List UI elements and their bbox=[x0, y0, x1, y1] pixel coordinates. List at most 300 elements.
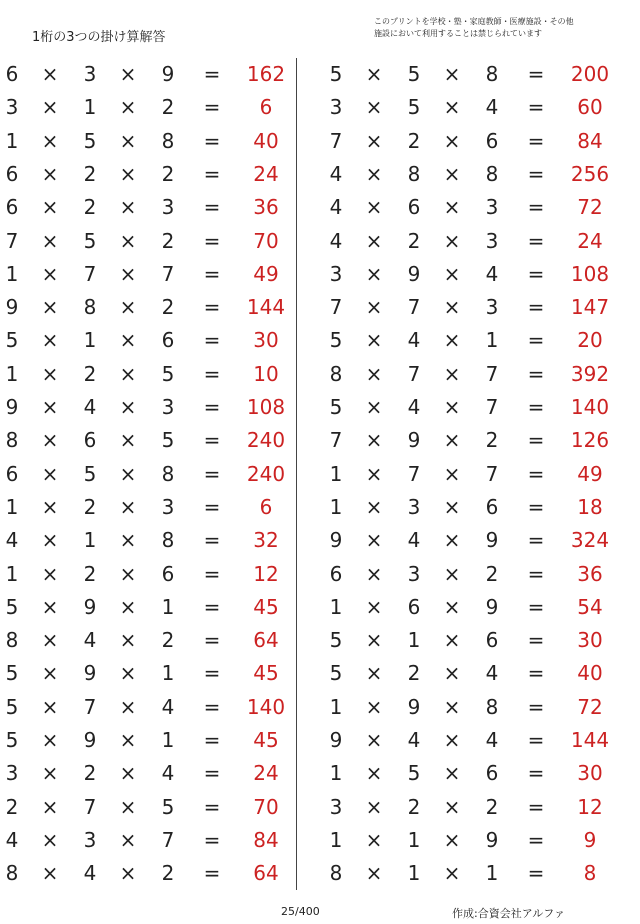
times-sign: × bbox=[41, 395, 59, 419]
problem-row bbox=[0, 857, 300, 890]
factor-c: 8 bbox=[161, 528, 175, 553]
times-sign: × bbox=[443, 95, 461, 120]
factor-a: 4 bbox=[329, 195, 343, 220]
factor-a: 1 bbox=[5, 561, 19, 586]
times-sign: × bbox=[119, 361, 137, 386]
factor-a: 5 bbox=[5, 594, 19, 619]
factor-c: 1 bbox=[485, 861, 499, 886]
factor-b: 5 bbox=[407, 95, 421, 120]
factor-b: 8 bbox=[407, 161, 421, 186]
factor-b: 4 bbox=[407, 528, 421, 553]
factor-a: 5 bbox=[329, 395, 343, 419]
problem-row bbox=[0, 291, 300, 324]
answer: 147 bbox=[570, 295, 610, 320]
times-sign: × bbox=[365, 594, 383, 619]
times-sign: × bbox=[365, 661, 383, 686]
answer: 72 bbox=[577, 694, 603, 719]
equals-sign: = bbox=[203, 861, 221, 886]
factor-c: 9 bbox=[485, 827, 499, 852]
equals-sign: = bbox=[203, 328, 221, 353]
equals-sign: = bbox=[527, 228, 545, 253]
times-sign: × bbox=[119, 561, 137, 586]
problem-row bbox=[324, 558, 624, 591]
equals-sign: = bbox=[527, 694, 545, 719]
problem-row bbox=[324, 125, 624, 158]
times-sign: × bbox=[443, 328, 461, 353]
equals-sign: = bbox=[527, 395, 545, 419]
problem-row bbox=[324, 691, 624, 724]
factor-b: 6 bbox=[407, 594, 421, 619]
times-sign: × bbox=[41, 761, 59, 786]
factor-c: 8 bbox=[485, 694, 499, 719]
factor-b: 9 bbox=[83, 661, 97, 686]
factor-b: 2 bbox=[83, 195, 97, 220]
factor-a: 5 bbox=[5, 661, 19, 686]
factor-a: 9 bbox=[5, 295, 19, 320]
factor-b: 2 bbox=[407, 128, 421, 153]
problem-row bbox=[324, 657, 624, 690]
equals-sign: = bbox=[203, 195, 221, 220]
problem-row bbox=[0, 258, 300, 291]
times-sign: × bbox=[443, 395, 461, 419]
problem-row bbox=[324, 624, 624, 657]
factor-b: 9 bbox=[407, 261, 421, 286]
factor-c: 2 bbox=[161, 628, 175, 653]
answer: 64 bbox=[253, 628, 279, 653]
factor-c: 2 bbox=[485, 561, 499, 586]
times-sign: × bbox=[443, 661, 461, 686]
equals-sign: = bbox=[203, 95, 221, 120]
factor-b: 3 bbox=[407, 561, 421, 586]
times-sign: × bbox=[443, 628, 461, 653]
times-sign: × bbox=[119, 328, 137, 353]
times-sign: × bbox=[443, 728, 461, 752]
equals-sign: = bbox=[527, 428, 545, 453]
problem-row bbox=[0, 391, 300, 424]
problem-row bbox=[324, 424, 624, 457]
times-sign: × bbox=[41, 494, 59, 519]
factor-b: 2 bbox=[407, 661, 421, 686]
times-sign: × bbox=[365, 261, 383, 286]
factor-b: 3 bbox=[407, 494, 421, 519]
usage-notice-line-2: 施設において利用することは禁じられています bbox=[374, 29, 542, 38]
factor-c: 3 bbox=[161, 494, 175, 519]
answer: 72 bbox=[577, 195, 603, 220]
equals-sign: = bbox=[527, 195, 545, 220]
equals-sign: = bbox=[527, 561, 545, 586]
factor-b: 7 bbox=[83, 261, 97, 286]
factor-a: 1 bbox=[329, 827, 343, 852]
times-sign: × bbox=[41, 561, 59, 586]
factor-a: 1 bbox=[5, 128, 19, 153]
factor-b: 4 bbox=[83, 628, 97, 653]
answer: 6 bbox=[259, 95, 273, 120]
answer: 60 bbox=[577, 95, 603, 120]
times-sign: × bbox=[365, 528, 383, 553]
answer: 54 bbox=[577, 594, 603, 619]
answer: 10 bbox=[253, 361, 279, 386]
factor-b: 2 bbox=[83, 761, 97, 786]
factor-a: 3 bbox=[329, 794, 343, 819]
problem-row bbox=[0, 524, 300, 557]
times-sign: × bbox=[119, 261, 137, 286]
factor-a: 6 bbox=[329, 561, 343, 586]
problem-row bbox=[0, 424, 300, 457]
factor-a: 7 bbox=[329, 128, 343, 153]
times-sign: × bbox=[365, 728, 383, 752]
times-sign: × bbox=[365, 694, 383, 719]
answer: 30 bbox=[577, 628, 603, 653]
times-sign: × bbox=[365, 794, 383, 819]
equals-sign: = bbox=[527, 328, 545, 353]
factor-c: 8 bbox=[161, 128, 175, 153]
equals-sign: = bbox=[527, 761, 545, 786]
answer: 256 bbox=[570, 161, 610, 186]
answer: 144 bbox=[570, 728, 610, 752]
times-sign: × bbox=[41, 195, 59, 220]
times-sign: × bbox=[365, 827, 383, 852]
author-credit: 作成:合資会社アルファ bbox=[452, 907, 566, 920]
factor-c: 6 bbox=[485, 628, 499, 653]
answer: 45 bbox=[253, 728, 279, 752]
factor-b: 2 bbox=[407, 228, 421, 253]
usage-notice bbox=[374, 16, 574, 40]
factor-b: 2 bbox=[83, 361, 97, 386]
problem-row bbox=[324, 358, 624, 391]
times-sign: × bbox=[41, 661, 59, 686]
times-sign: × bbox=[119, 728, 137, 752]
factor-b: 1 bbox=[83, 528, 97, 553]
equals-sign: = bbox=[203, 827, 221, 852]
factor-b: 6 bbox=[407, 195, 421, 220]
factor-a: 6 bbox=[5, 62, 19, 86]
problem-row bbox=[324, 258, 624, 291]
factor-a: 1 bbox=[329, 494, 343, 519]
problem-row bbox=[0, 558, 300, 591]
problem-row bbox=[324, 524, 624, 557]
factor-c: 7 bbox=[161, 261, 175, 286]
factor-b: 3 bbox=[83, 62, 97, 86]
factor-c: 1 bbox=[161, 594, 175, 619]
factor-c: 2 bbox=[485, 794, 499, 819]
factor-b: 7 bbox=[407, 295, 421, 320]
answer: 12 bbox=[577, 794, 603, 819]
factor-a: 5 bbox=[5, 328, 19, 353]
times-sign: × bbox=[119, 228, 137, 253]
equals-sign: = bbox=[527, 494, 545, 519]
factor-c: 2 bbox=[161, 95, 175, 120]
equals-sign: = bbox=[203, 728, 221, 752]
times-sign: × bbox=[365, 228, 383, 253]
times-sign: × bbox=[365, 62, 383, 86]
factor-a: 6 bbox=[5, 195, 19, 220]
factor-c: 6 bbox=[485, 761, 499, 786]
answer: 240 bbox=[246, 428, 286, 453]
times-sign: × bbox=[365, 295, 383, 320]
times-sign: × bbox=[119, 195, 137, 220]
factor-c: 5 bbox=[161, 361, 175, 386]
factor-a: 1 bbox=[329, 594, 343, 619]
times-sign: × bbox=[119, 761, 137, 786]
factor-c: 6 bbox=[485, 128, 499, 153]
times-sign: × bbox=[119, 62, 137, 86]
problem-row bbox=[324, 491, 624, 524]
factor-c: 7 bbox=[161, 827, 175, 852]
factor-a: 5 bbox=[329, 62, 343, 86]
problem-row bbox=[324, 91, 624, 124]
times-sign: × bbox=[119, 794, 137, 819]
equals-sign: = bbox=[527, 62, 545, 86]
answer: 24 bbox=[577, 228, 603, 253]
times-sign: × bbox=[365, 195, 383, 220]
factor-c: 4 bbox=[485, 95, 499, 120]
factor-c: 6 bbox=[161, 328, 175, 353]
factor-b: 7 bbox=[83, 694, 97, 719]
answer: 45 bbox=[253, 594, 279, 619]
answer: 20 bbox=[577, 328, 603, 353]
factor-b: 9 bbox=[407, 428, 421, 453]
times-sign: × bbox=[443, 861, 461, 886]
problem-row bbox=[324, 324, 624, 357]
times-sign: × bbox=[41, 95, 59, 120]
factor-b: 4 bbox=[83, 395, 97, 419]
factor-c: 3 bbox=[161, 395, 175, 419]
factor-a: 7 bbox=[329, 295, 343, 320]
problem-row bbox=[324, 757, 624, 790]
answer: 49 bbox=[253, 261, 279, 286]
times-sign: × bbox=[119, 395, 137, 419]
factor-b: 4 bbox=[407, 395, 421, 419]
equals-sign: = bbox=[203, 461, 221, 486]
factor-c: 8 bbox=[161, 461, 175, 486]
factor-c: 9 bbox=[485, 594, 499, 619]
times-sign: × bbox=[41, 261, 59, 286]
factor-a: 1 bbox=[329, 694, 343, 719]
factor-a: 5 bbox=[329, 661, 343, 686]
factor-c: 4 bbox=[485, 728, 499, 752]
factor-a: 1 bbox=[5, 361, 19, 386]
answer: 144 bbox=[246, 295, 286, 320]
times-sign: × bbox=[443, 694, 461, 719]
factor-c: 4 bbox=[161, 694, 175, 719]
times-sign: × bbox=[41, 328, 59, 353]
times-sign: × bbox=[365, 761, 383, 786]
factor-a: 9 bbox=[329, 728, 343, 752]
answer: 108 bbox=[246, 395, 286, 419]
factor-b: 8 bbox=[83, 295, 97, 320]
times-sign: × bbox=[443, 461, 461, 486]
answer: 70 bbox=[253, 794, 279, 819]
times-sign: × bbox=[41, 694, 59, 719]
factor-b: 9 bbox=[83, 728, 97, 752]
problem-row bbox=[0, 724, 300, 757]
equals-sign: = bbox=[527, 861, 545, 886]
times-sign: × bbox=[443, 62, 461, 86]
answer: 18 bbox=[577, 494, 603, 519]
answer: 36 bbox=[577, 561, 603, 586]
times-sign: × bbox=[443, 361, 461, 386]
problem-row bbox=[0, 125, 300, 158]
times-sign: × bbox=[41, 827, 59, 852]
factor-c: 8 bbox=[485, 62, 499, 86]
times-sign: × bbox=[365, 95, 383, 120]
factor-a: 8 bbox=[5, 628, 19, 653]
problem-row bbox=[324, 591, 624, 624]
factor-a: 4 bbox=[329, 161, 343, 186]
factor-b: 4 bbox=[83, 861, 97, 886]
times-sign: × bbox=[119, 694, 137, 719]
factor-a: 1 bbox=[329, 461, 343, 486]
factor-a: 3 bbox=[329, 95, 343, 120]
answer: 140 bbox=[570, 395, 610, 419]
equals-sign: = bbox=[527, 295, 545, 320]
equals-sign: = bbox=[527, 794, 545, 819]
problem-row bbox=[324, 824, 624, 857]
equals-sign: = bbox=[203, 128, 221, 153]
factor-c: 3 bbox=[161, 195, 175, 220]
problem-row bbox=[324, 158, 624, 191]
problem-row bbox=[0, 91, 300, 124]
equals-sign: = bbox=[203, 794, 221, 819]
equals-sign: = bbox=[527, 728, 545, 752]
times-sign: × bbox=[41, 628, 59, 653]
times-sign: × bbox=[443, 261, 461, 286]
times-sign: × bbox=[119, 661, 137, 686]
factor-a: 1 bbox=[329, 761, 343, 786]
factor-b: 2 bbox=[83, 561, 97, 586]
factor-a: 9 bbox=[329, 528, 343, 553]
times-sign: × bbox=[41, 728, 59, 752]
equals-sign: = bbox=[203, 694, 221, 719]
factor-a: 8 bbox=[5, 861, 19, 886]
factor-a: 4 bbox=[5, 528, 19, 553]
equals-sign: = bbox=[203, 428, 221, 453]
factor-c: 3 bbox=[485, 228, 499, 253]
equals-sign: = bbox=[203, 494, 221, 519]
answer: 40 bbox=[577, 661, 603, 686]
equals-sign: = bbox=[527, 161, 545, 186]
factor-b: 7 bbox=[407, 461, 421, 486]
times-sign: × bbox=[119, 494, 137, 519]
equals-sign: = bbox=[527, 661, 545, 686]
times-sign: × bbox=[443, 428, 461, 453]
equals-sign: = bbox=[527, 95, 545, 120]
answer: 30 bbox=[253, 328, 279, 353]
times-sign: × bbox=[365, 628, 383, 653]
factor-b: 1 bbox=[407, 861, 421, 886]
factor-a: 9 bbox=[5, 395, 19, 419]
problem-row bbox=[0, 491, 300, 524]
times-sign: × bbox=[41, 594, 59, 619]
factor-c: 5 bbox=[161, 428, 175, 453]
times-sign: × bbox=[41, 461, 59, 486]
factor-b: 7 bbox=[407, 361, 421, 386]
equals-sign: = bbox=[527, 461, 545, 486]
answer: 32 bbox=[253, 528, 279, 553]
times-sign: × bbox=[119, 161, 137, 186]
factor-b: 1 bbox=[83, 95, 97, 120]
times-sign: × bbox=[365, 561, 383, 586]
answer: 200 bbox=[570, 62, 610, 86]
factor-c: 6 bbox=[161, 561, 175, 586]
times-sign: × bbox=[119, 128, 137, 153]
problem-row bbox=[0, 58, 300, 91]
factor-a: 5 bbox=[5, 728, 19, 752]
factor-b: 5 bbox=[407, 761, 421, 786]
factor-c: 1 bbox=[485, 328, 499, 353]
equals-sign: = bbox=[203, 395, 221, 419]
times-sign: × bbox=[365, 328, 383, 353]
problem-row bbox=[0, 358, 300, 391]
answer: 8 bbox=[583, 861, 597, 886]
factor-b: 3 bbox=[83, 827, 97, 852]
answer: 64 bbox=[253, 861, 279, 886]
times-sign: × bbox=[443, 228, 461, 253]
times-sign: × bbox=[443, 794, 461, 819]
factor-c: 8 bbox=[485, 161, 499, 186]
equals-sign: = bbox=[527, 128, 545, 153]
factor-a: 8 bbox=[329, 361, 343, 386]
problem-row bbox=[0, 158, 300, 191]
factor-a: 5 bbox=[5, 694, 19, 719]
problem-row bbox=[324, 225, 624, 258]
factor-b: 4 bbox=[407, 728, 421, 752]
times-sign: × bbox=[443, 528, 461, 553]
factor-a: 2 bbox=[5, 794, 19, 819]
factor-a: 7 bbox=[5, 228, 19, 253]
factor-a: 3 bbox=[329, 261, 343, 286]
answer: 70 bbox=[253, 228, 279, 253]
factor-b: 9 bbox=[83, 594, 97, 619]
times-sign: × bbox=[365, 395, 383, 419]
equals-sign: = bbox=[203, 161, 221, 186]
equals-sign: = bbox=[527, 261, 545, 286]
answer: 40 bbox=[253, 128, 279, 153]
factor-c: 4 bbox=[485, 661, 499, 686]
times-sign: × bbox=[443, 128, 461, 153]
factor-a: 1 bbox=[5, 494, 19, 519]
times-sign: × bbox=[41, 62, 59, 86]
times-sign: × bbox=[365, 494, 383, 519]
factor-b: 1 bbox=[407, 628, 421, 653]
answer: 9 bbox=[583, 827, 597, 852]
times-sign: × bbox=[443, 295, 461, 320]
factor-a: 7 bbox=[329, 428, 343, 453]
times-sign: × bbox=[41, 128, 59, 153]
equals-sign: = bbox=[527, 361, 545, 386]
answer: 126 bbox=[570, 428, 610, 453]
answer: 162 bbox=[246, 62, 286, 86]
factor-b: 1 bbox=[83, 328, 97, 353]
factor-a: 3 bbox=[5, 761, 19, 786]
factor-b: 9 bbox=[407, 694, 421, 719]
equals-sign: = bbox=[203, 528, 221, 553]
times-sign: × bbox=[443, 827, 461, 852]
times-sign: × bbox=[443, 494, 461, 519]
problem-row bbox=[324, 458, 624, 491]
times-sign: × bbox=[119, 295, 137, 320]
times-sign: × bbox=[365, 361, 383, 386]
problem-row bbox=[324, 857, 624, 890]
problem-row bbox=[324, 191, 624, 224]
times-sign: × bbox=[41, 295, 59, 320]
times-sign: × bbox=[443, 761, 461, 786]
equals-sign: = bbox=[203, 761, 221, 786]
factor-b: 1 bbox=[407, 827, 421, 852]
factor-c: 2 bbox=[161, 861, 175, 886]
times-sign: × bbox=[443, 561, 461, 586]
times-sign: × bbox=[119, 827, 137, 852]
